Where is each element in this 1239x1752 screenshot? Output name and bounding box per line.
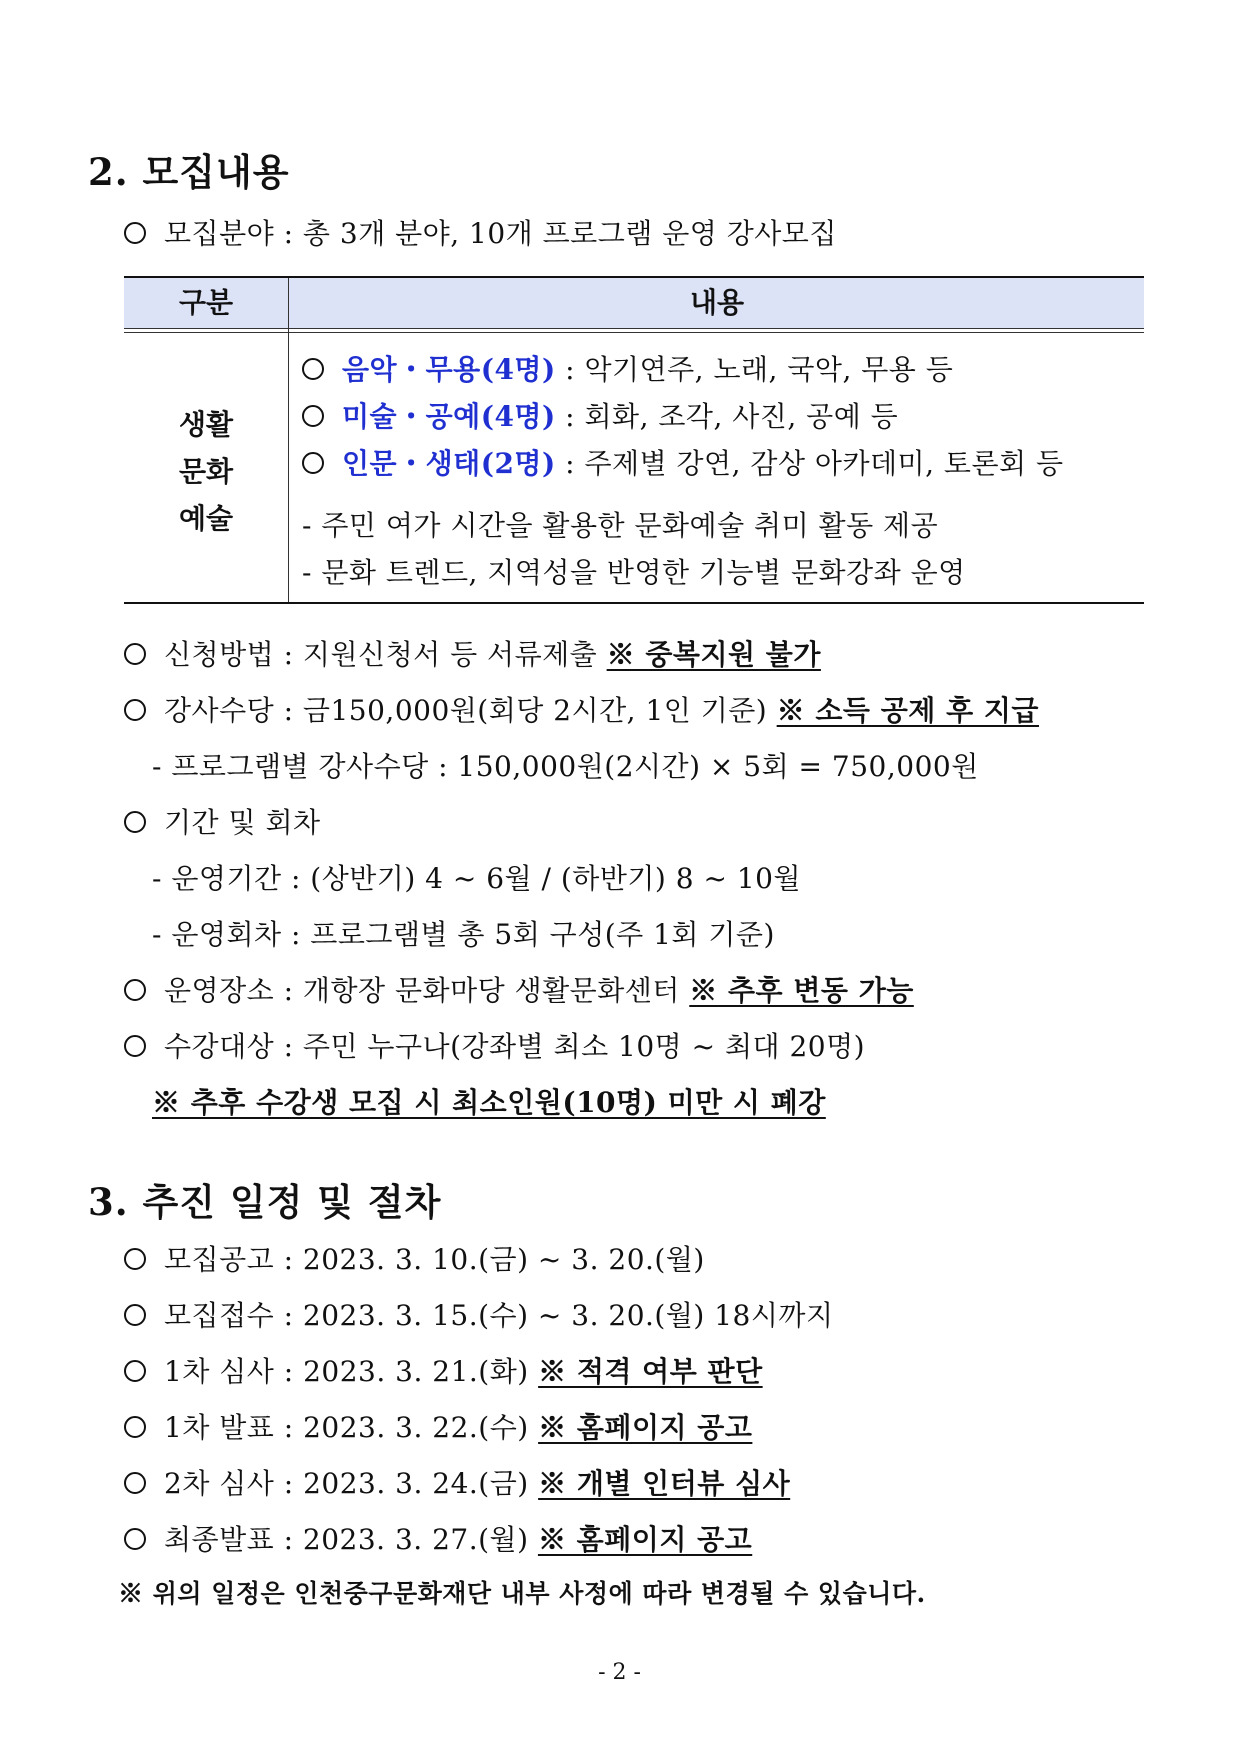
table-header-category: 구분: [178, 286, 234, 319]
row-label: 음악・무용(4명): [342, 353, 556, 386]
schedule-text: 최종발표 : 2023. 3. 27.(월): [164, 1523, 538, 1556]
circle-bullet-icon: [124, 1304, 146, 1326]
schedule-item: [124, 1406, 752, 1446]
schedule-text: 1차 발표 : 2023. 3. 22.(수): [164, 1411, 539, 1444]
fee-note: ※ 소득 공제 후 지급: [776, 694, 1039, 727]
row-text: : 회화, 조각, 사진, 공예 등: [555, 400, 899, 433]
circle-bullet-icon: [124, 1472, 146, 1494]
schedule-note: ※ 홈페이지 공고: [538, 1411, 753, 1444]
table-header-content: 내용: [689, 286, 745, 319]
circle-bullet-icon: [124, 1528, 146, 1550]
fee-detail-line: - 프로그램별 강사수당 : 150,000원(2시간) × 5회 = 750,000원: [152, 750, 979, 783]
recruit-field-line: [124, 212, 837, 252]
row-label: 인문・생태(2명): [342, 447, 556, 480]
recruit-table: [124, 276, 1144, 606]
schedule-item: [124, 1350, 763, 1390]
target-line: [124, 1025, 865, 1065]
schedule-text: 2차 심사 : 2023. 3. 24.(금): [164, 1467, 539, 1500]
circle-bullet-icon: [124, 1035, 146, 1057]
circle-bullet-icon: [302, 452, 324, 474]
period-detail-2: - 운영회차 : 프로그램별 총 5회 구성(주 1회 기준): [152, 918, 775, 951]
circle-bullet-icon: [124, 1360, 146, 1382]
place-line: [124, 969, 914, 1009]
table-category-line-3: 예술: [178, 502, 234, 535]
fee-text: 강사수당 : 금150,000원(회당 2시간, 1인 기준): [164, 694, 777, 727]
method-note: ※ 중복지원 불가: [606, 638, 821, 671]
table-category-line-1: 생활: [178, 408, 234, 441]
period-text: 기간 및 회차: [164, 806, 321, 839]
circle-bullet-icon: [302, 358, 324, 380]
circle-bullet-icon: [124, 222, 146, 244]
row-text: : 악기연주, 노래, 국악, 무용 등: [555, 353, 954, 386]
period-line: [124, 801, 321, 841]
fee-line: [124, 689, 1039, 729]
schedule-note: ※ 개별 인터뷰 심사: [538, 1467, 791, 1500]
schedule-item: [124, 1238, 705, 1278]
method-text: 신청방법 : 지원신청서 등 서류제출: [164, 638, 607, 671]
method-line: [124, 633, 821, 673]
table-column-divider: [288, 278, 289, 603]
target-note: ※ 추후 수강생 모집 시 최소인원(10명) 미만 시 폐강: [152, 1086, 826, 1119]
table-header-divider: [124, 328, 1144, 329]
page-number: - 2 -: [598, 1660, 641, 1685]
table-row-art-craft: [302, 395, 898, 435]
circle-bullet-icon: [124, 1416, 146, 1438]
schedule-text: 1차 심사 : 2023. 3. 21.(화): [164, 1355, 539, 1388]
schedule-item: [124, 1294, 834, 1334]
schedule-note: ※ 홈페이지 공고: [537, 1523, 753, 1556]
place-text: 운영장소 : 개항장 문화마당 생활문화센터: [164, 974, 690, 1007]
place-note: ※ 추후 변동 가능: [689, 974, 914, 1007]
schedule-text: 모집공고 : 2023. 3. 10.(금) ~ 3. 20.(월): [164, 1243, 705, 1276]
circle-bullet-icon: [124, 1248, 146, 1270]
section-2-title: 2. 모집내용: [88, 150, 290, 194]
schedule-text: 모집접수 : 2023. 3. 15.(수) ~ 3. 20.(월) 18시까지: [164, 1299, 834, 1332]
target-text: 수강대상 : 주민 누구나(강좌별 최소 10명 ~ 최대 20명): [164, 1030, 866, 1063]
schedule-item: [124, 1518, 752, 1558]
table-note-2: - 문화 트렌드, 지역성을 반영한 기능별 문화강좌 운영: [302, 556, 966, 589]
schedule-note: ※ 적격 여부 판단: [538, 1355, 763, 1388]
schedule-item: [124, 1462, 790, 1502]
recruit-field-text: 모집분야 : 총 3개 분야, 10개 프로그램 운영 강사모집: [164, 217, 837, 250]
circle-bullet-icon: [124, 811, 146, 833]
schedule-footnote: ※ 위의 일정은 인천중구문화재단 내부 사정에 따라 변경될 수 있습니다.: [118, 1579, 926, 1608]
table-header-divider-2: [124, 332, 1144, 333]
table-row-music-dance: [302, 348, 953, 388]
circle-bullet-icon: [124, 979, 146, 1001]
table-note-1: - 주민 여가 시간을 활용한 문화예술 취미 활동 제공: [302, 509, 939, 542]
circle-bullet-icon: [124, 699, 146, 721]
circle-bullet-icon: [124, 643, 146, 665]
circle-bullet-icon: [302, 405, 324, 427]
section-3-title: 3. 추진 일정 및 절차: [88, 1180, 442, 1224]
row-text: : 주제별 강연, 감상 아카데미, 토론회 등: [555, 447, 1064, 480]
table-category-line-2: 문화: [178, 455, 234, 488]
period-detail-1: - 운영기간 : (상반기) 4 ~ 6월 / (하반기) 8 ~ 10월: [152, 862, 801, 895]
row-label: 미술・공예(4명): [342, 400, 556, 433]
table-row-humanities-ecology: [302, 442, 1064, 482]
table-bottom-border: [124, 602, 1144, 604]
